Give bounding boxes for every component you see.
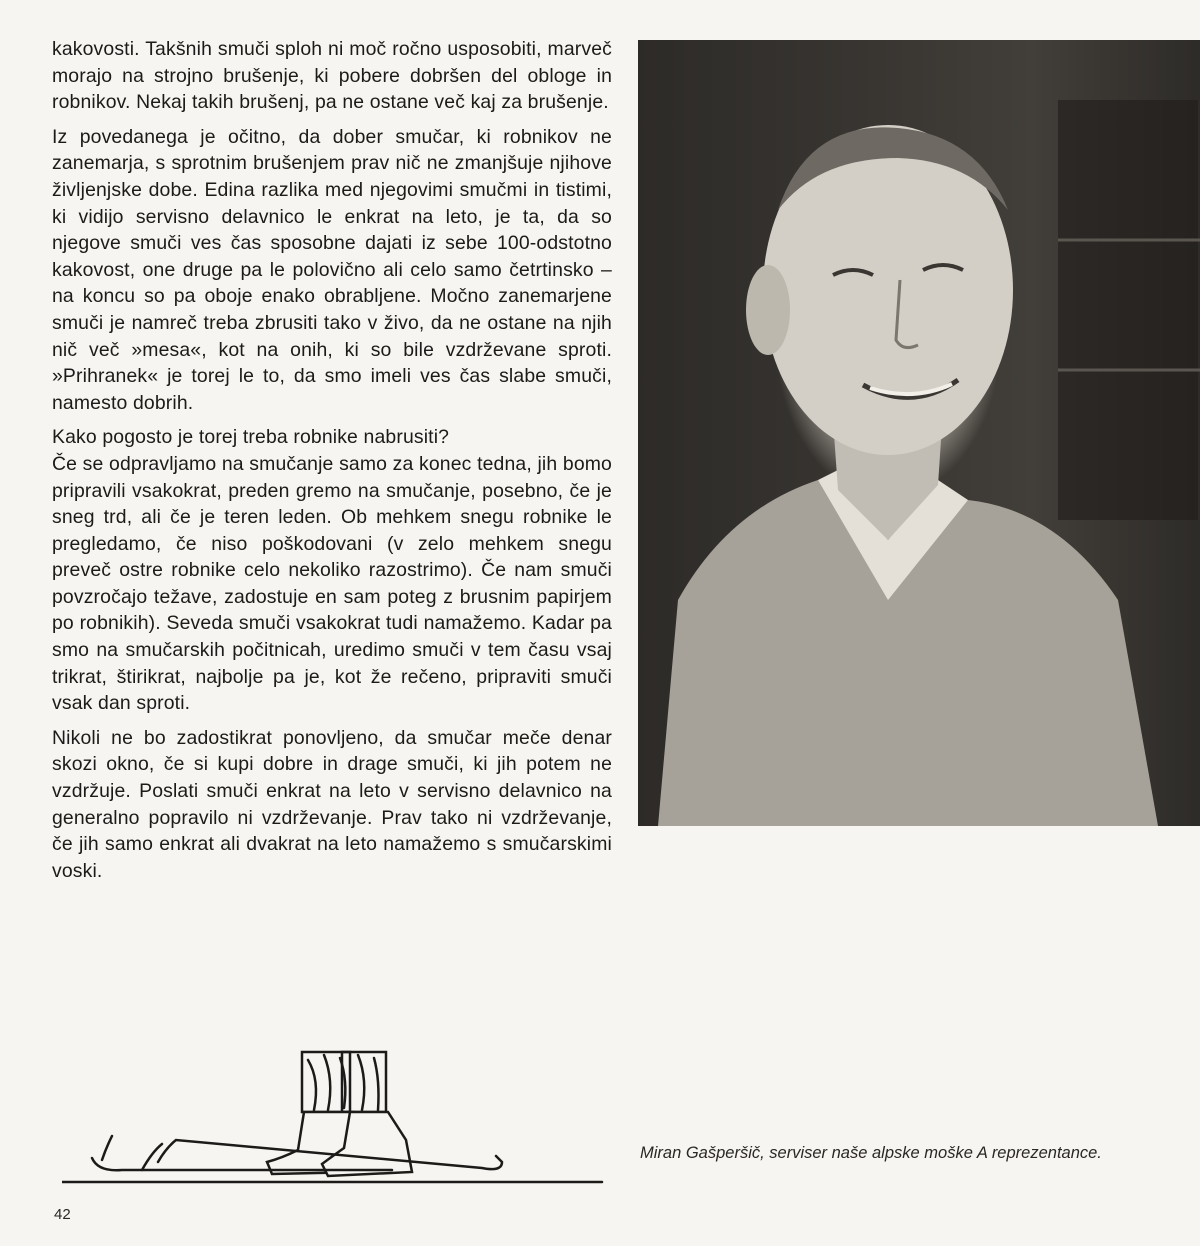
article-text [52,36,612,892]
portrait-photo [638,40,1200,826]
paragraph-question: Kako pogosto je torej treba robnike nabrusiti? [52,426,450,449]
paragraph-1: kakovosti. Takšnih smuči sploh ni moč ročno usposobiti, marveč morajo na strojno brušenje, ki pobere dobršen del obloge in robnikov. Nekaj takih brušenj, pa ne ostane več kaj za brušenje. [52,38,612,114]
photo-caption: Miran Gašperšič, serviser naše alpske moške A reprezentance. [640,1144,1102,1162]
paragraph-3: Če se odpravljamo na smučanje samo za konec tedna, jih bomo pripravili vsakokrat, preden gremo na smučanje, posebno, če je sneg trd, ali če je teren leden. Ob mehkem snegu robnike le pregledamo, če niso poškodovani (v zelo mehkem snegu preveč ostre robnike celo nekoliko razostrimo). Če nam smuči povzročajo težave, zadostuje en sam poteg z brusnim papirjem po robnikih). Seveda smuči vsakokrat tudi namažemo. Kadar pa smo na smučarskih počitnicah, uredimo smuči v tem času vsaj trikrat, štirikrat, najbolje pa je, kot že rečeno, pripraviti smuči vsak dan sproti. [52,452,612,715]
portrait-illustration [638,40,1200,826]
paragraph-2: Iz povedanega je očitno, da dober smučar, ki robnikov ne zanemarja, s sprotnim brušenjem prav nič ne zmanjšuje njihove življenjske dobe. Edina razlika med njegovimi smučmi in tistimi, ki vidijo servisno delavnico le enkrat na leto, je ta, da so njegove smuči ves čas sposobne dajati iz sebe 100-odstotno kakovost, one druge pa le polovično ali celo samo četrtinsko – na koncu so pa oboje enako obrabljene. Močno zanemarjene smuči je namreč treba zbrusiti tako v živo, da ne ostane na njih nič več »mesa«, kot na onih, ki so bile vzdrževane sproti. »Prihranek« je torej le to, da smo imeli ves čas slabe smuči, namesto dobrih. [52,125,612,414]
page-number: 42 [54,1206,71,1223]
ski-boots-sketch [62,1040,622,1190]
paragraph-4: Nikoli ne bo zadostikrat ponovljeno, da smučar meče denar skozi okno, če si kupi dobre in drage smuči, ki jih potem ne vzdržuje. Poslati smuči enkrat na leto v servisno delavnico na generalno popravilo ni vzdrževanje. Prav tako ni vzdrževanje, če jih samo enkrat ali dvakrat na leto namažemo s smučarskimi voski. [52,726,612,882]
